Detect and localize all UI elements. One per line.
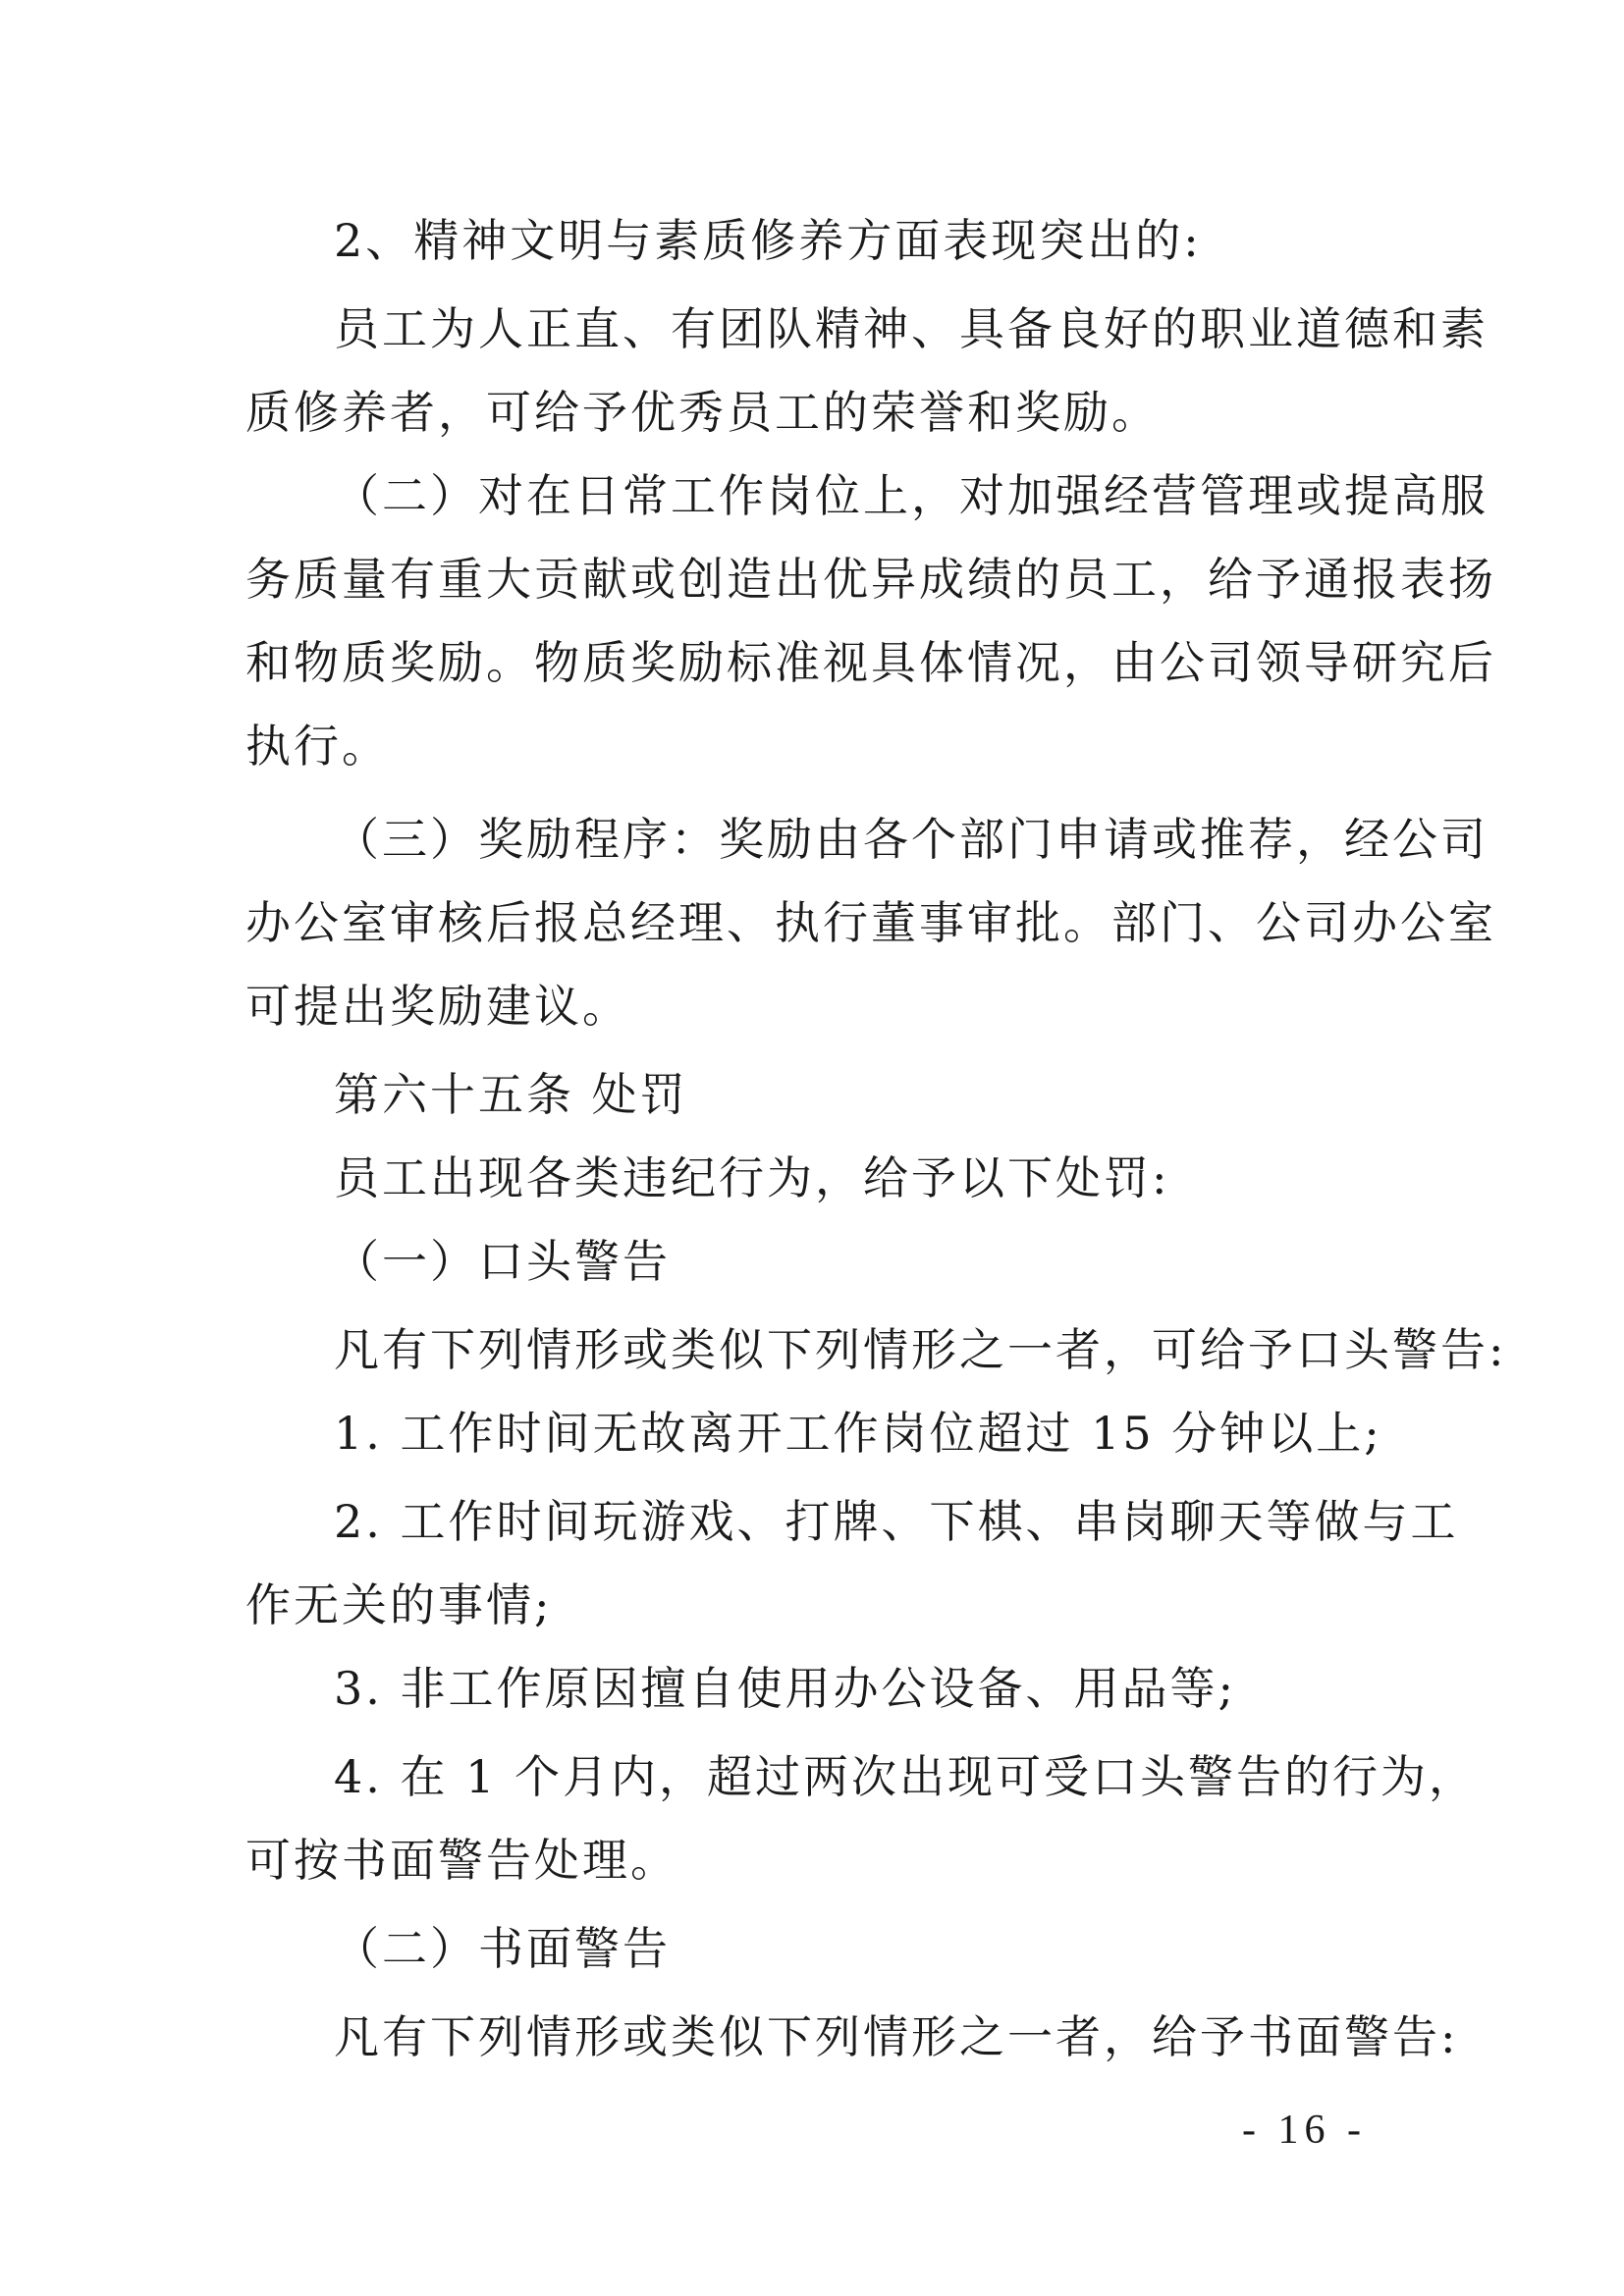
subsection-heading: （一）口头警告 [334,1235,671,1288]
subsection-heading: （二）书面警告 [334,1922,671,1975]
paragraph-line: 办公室审核后报总经理、执行董事审批。部门、公司办公室 [245,896,1496,949]
paragraph-line: 执行。 [245,720,390,773]
paragraph-line: 2、精神文明与素质修养方面表现突出的: [334,214,1202,267]
paragraph-line: 员工出现各类违纪行为，给予以下处罚: [334,1151,1170,1204]
paragraph-line: 凡有下列情形或类似下列情形之一者，可给予口头警告: [334,1323,1507,1376]
paragraph-line: 员工为人正直、有团队精神、具备良好的职业道德和素 [334,302,1489,355]
list-item: 4. 在 1 个月内，超过两次出现可受口头警告的行为， [334,1750,1478,1803]
list-item: 2. 工作时间玩游戏、打牌、下棋、串岗聊天等做与工 [334,1495,1459,1548]
list-item: 3. 非工作原因擅自使用办公设备、用品等; [334,1662,1237,1715]
paragraph-line: 凡有下列情形或类似下列情形之一者，给予书面警告: [334,2010,1459,2063]
list-item-continuation: 作无关的事情; [245,1578,553,1631]
list-item-continuation: 可按书面警告处理。 [245,1834,678,1887]
paragraph-line: 可提出奖励建议。 [245,980,630,1033]
paragraph-line: 务质量有重大贡献或创造出优异成绩的员工，给予通报表扬 [245,553,1496,606]
section-heading: 第六十五条 处罚 [334,1068,688,1121]
paragraph-line: （三）奖励程序：奖励由各个部门申请或推荐，经公司 [334,813,1489,866]
page-number: - 16 - [1242,2108,1367,2153]
list-item: 1. 工作时间无故离开工作岗位超过 15 分钟以上; [334,1407,1382,1460]
paragraph-line: 质修养者，可给予优秀员工的荣誉和奖励。 [245,386,1160,439]
paragraph-line: （二）对在日常工作岗位上，对加强经营管理或提高服 [334,469,1489,522]
paragraph-line: 和物质奖励。物质奖励标准视具体情况，由公司领导研究后 [245,636,1496,689]
